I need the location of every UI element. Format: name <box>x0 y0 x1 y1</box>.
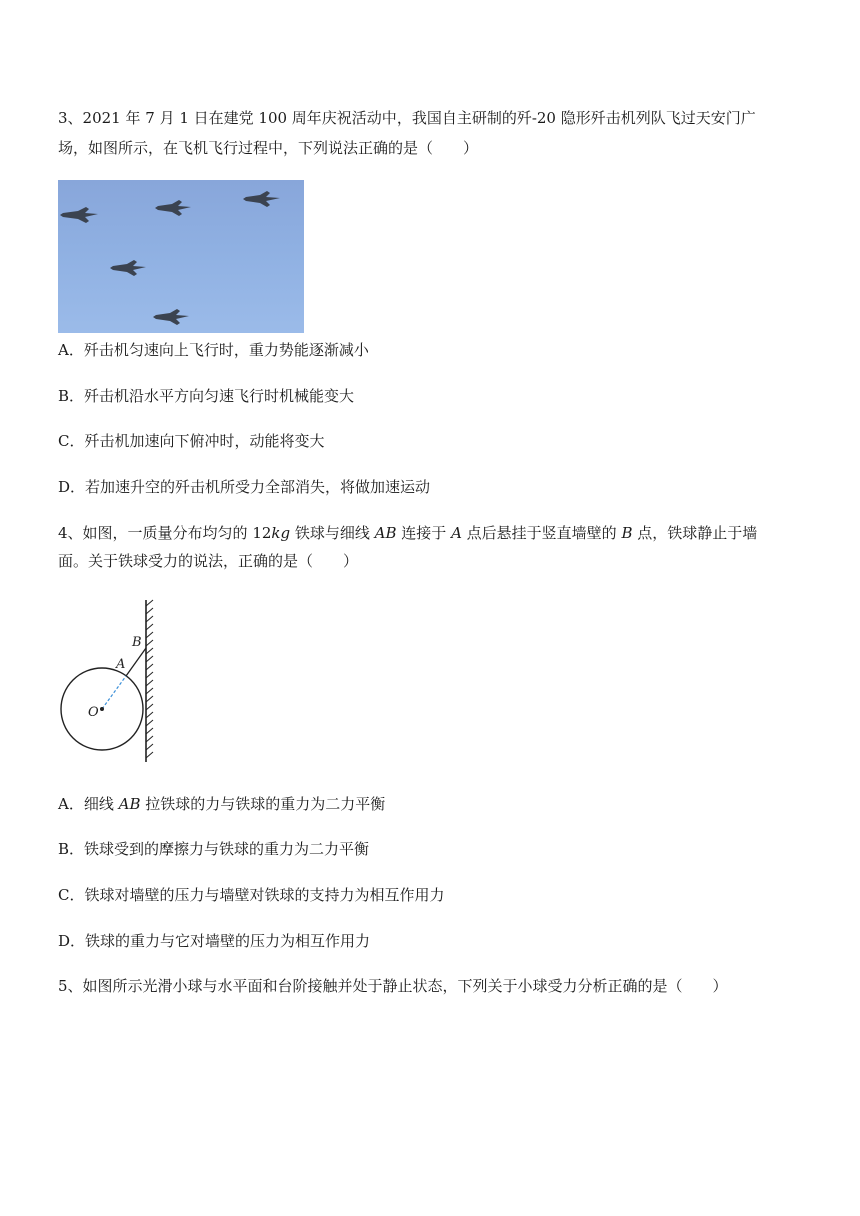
label-o: O <box>88 705 99 720</box>
wall-hatching <box>146 600 153 758</box>
q4-option-d: D．铁球的重力与它对墙壁的压力为相互作用力 <box>58 932 371 950</box>
q3-stem-line2: 场，如图所示，在飞机飞行过程中，下列说法正确的是（ ） <box>58 139 479 157</box>
q4-option-b: B．铁球受到的摩擦力与铁球的重力为二力平衡 <box>58 840 370 858</box>
jet-silhouettes <box>58 180 304 333</box>
q3-option-d: D．若加速升空的歼击机所受力全部消失，将做加速运动 <box>58 478 431 496</box>
jet-icon <box>60 207 98 223</box>
q4-var: B <box>621 524 633 542</box>
jet-icon <box>110 260 146 276</box>
q4-option-c: C．铁球对墙壁的压力与墙壁对铁球的支持力为相互作用力 <box>58 886 445 904</box>
label-b: B <box>132 635 142 650</box>
q4-opt-text: 拉铁球的力与铁球的重力为二力平衡 <box>140 795 386 813</box>
q4-text: 点后悬挂于竖直墙壁的 <box>461 524 622 542</box>
q4-stem-line1 <box>58 523 757 543</box>
jet-icon <box>243 191 280 207</box>
string-ab <box>126 648 146 676</box>
q5-stem-line1: 5、如图所示光滑小球与水平面和台阶接触并处于静止状态，下列关于小球受力分析正确的是（ ） <box>58 977 728 995</box>
q4-opt-text: A．细线 <box>58 795 119 813</box>
q4-text: 铁球与细线 <box>290 524 375 542</box>
iron-ball-wall-diagram <box>56 596 166 766</box>
q3-stem-line1: 3、2021 年 7 月 1 日在建党 100 周年庆祝活动中，我国自主研制的歼-20 隐形歼击机列队飞过天安门广 <box>58 109 756 127</box>
q3-option-c: C．歼击机加速向下俯冲时，动能将变大 <box>58 432 325 450</box>
q4-var: A <box>451 524 462 542</box>
q4-option-a <box>58 794 385 814</box>
jet-icon <box>153 309 189 325</box>
q4-stem-line2: 面。关于铁球受力的说法，正确的是（ ） <box>58 552 359 570</box>
center-point <box>100 707 104 711</box>
q4-text: 点，铁球静止于墙 <box>632 524 758 542</box>
diagram-svg <box>56 596 166 766</box>
q4-var: AB <box>374 524 397 542</box>
q3-option-b: B．歼击机沿水平方向匀速飞行时机械能变大 <box>58 387 355 405</box>
q4-text: 连接于 <box>396 524 452 542</box>
q3-option-a: A．歼击机匀速向上飞行时，重力势能逐渐减小 <box>58 341 369 359</box>
q4-opt-var: AB <box>118 795 141 813</box>
dashed-oa <box>102 676 126 709</box>
label-a: A <box>116 657 126 672</box>
q4-unit: kg <box>271 524 291 542</box>
q4-text: 4、如图，一质量分布均匀的 12 <box>58 524 272 542</box>
jet-formation-photo <box>58 180 304 333</box>
jet-icon <box>155 200 191 216</box>
